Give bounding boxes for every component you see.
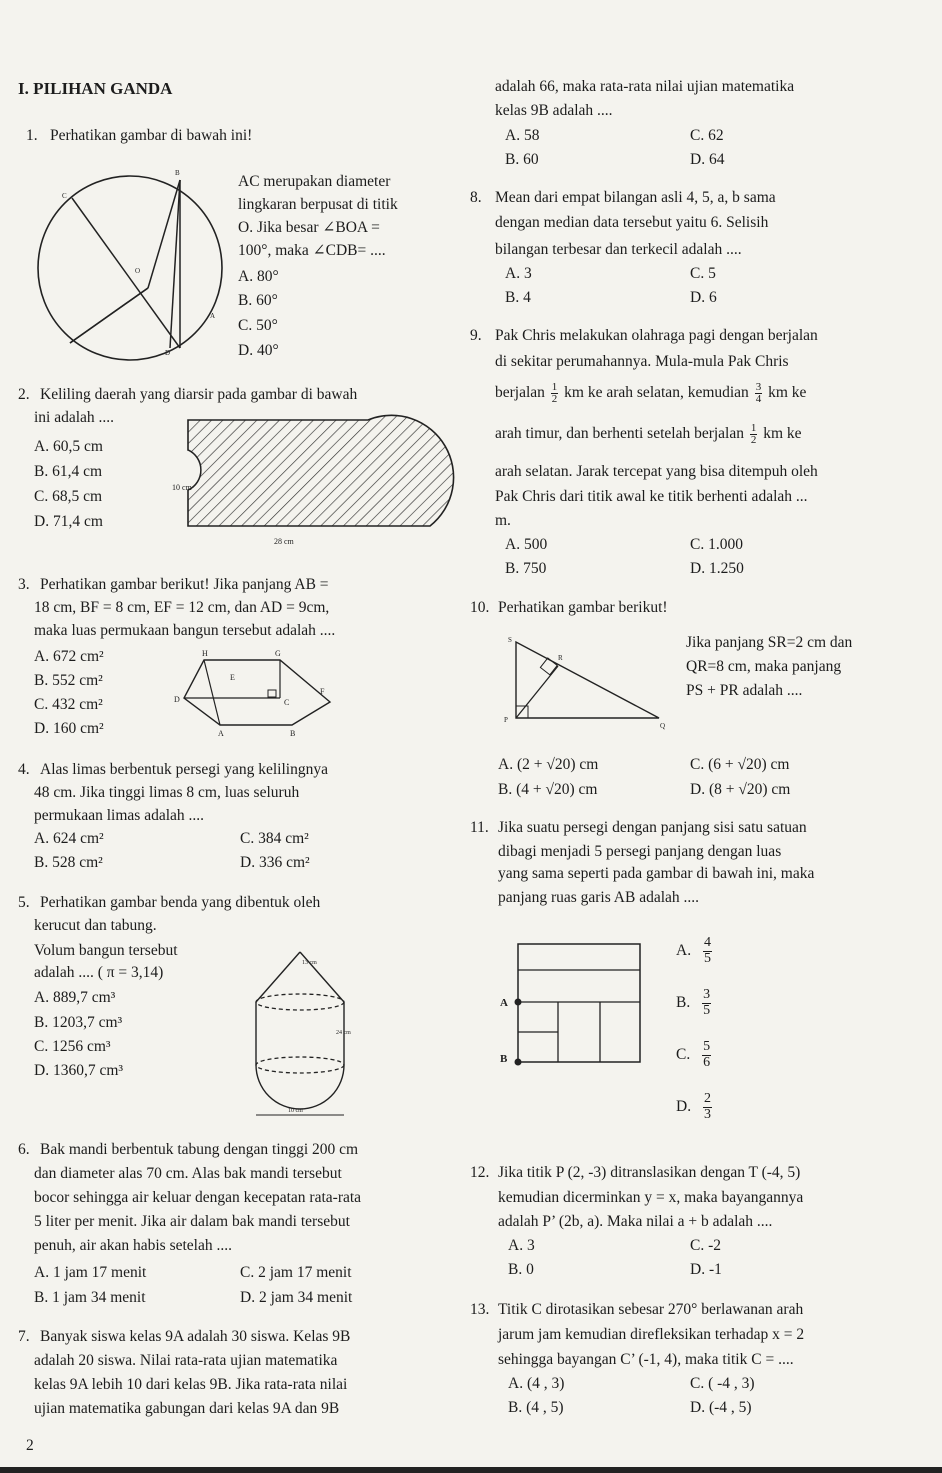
page-number: 2 — [26, 1437, 34, 1454]
q9-option-b[interactable]: B. 750 — [505, 560, 547, 577]
q8-option-b[interactable]: B. 4 — [505, 289, 531, 306]
q9-number: 9. — [470, 327, 482, 344]
q9-stem-line1: Pak Chris melakukan olahraga pagi dengan berjalan — [495, 327, 818, 344]
q1-label-c: C — [62, 192, 67, 200]
q9-fraction-2-den: 4 — [755, 393, 762, 405]
q10-option-b[interactable]: B. (4 + √20) cm — [498, 781, 598, 798]
bottom-edge — [0, 1467, 942, 1473]
q4-stem-line3: permukaan limas adalah .... — [34, 807, 205, 824]
q10-desc-line2: QR=8 cm, maka panjang — [686, 658, 842, 675]
q13-option-a[interactable]: A. (4 , 3) — [508, 1375, 565, 1392]
q2-option-c[interactable]: C. 68,5 cm — [34, 488, 103, 505]
q7-number: 7. — [18, 1328, 30, 1345]
q10-stem: Perhatikan gambar berikut! — [498, 599, 668, 616]
section-title: I. PILIHAN GANDA — [18, 79, 173, 98]
q11-option-b[interactable] — [676, 988, 711, 1018]
q5-stem-line3: Volum bangun tersebut — [34, 942, 178, 959]
q9-fraction-2-num: 3 — [755, 381, 762, 393]
q11-option-a-letter: A. — [676, 941, 692, 959]
q7-option-b[interactable]: B. 60 — [505, 151, 539, 168]
q7-option-a[interactable]: A. 58 — [505, 127, 540, 144]
q2-number: 2. — [18, 386, 30, 403]
q6-option-c[interactable]: C. 2 jam 17 menit — [240, 1264, 352, 1281]
q6-number: 6. — [18, 1141, 30, 1158]
q8-stem-line1: Mean dari empat bilangan asli 4, 5, a, b sama — [495, 189, 776, 206]
q9-fraction-1-den: 2 — [551, 393, 558, 405]
q9-stem-line3 — [495, 382, 806, 405]
q7-option-c[interactable]: C. 62 — [690, 127, 724, 144]
q9-stem-line2: di sekitar perumahannya. Mula-mula Pak Chris — [495, 353, 789, 370]
q6-option-b[interactable]: B. 1 jam 34 menit — [34, 1289, 146, 1306]
q5-stem-line2: kerucut dan tabung. — [34, 917, 157, 934]
q5-option-c[interactable]: C. 1256 cm³ — [34, 1038, 111, 1055]
q2-stem-line1: Keliling daerah yang diarsir pada gambar di bawah — [40, 386, 358, 403]
q9-fraction-2 — [755, 382, 763, 405]
q8-option-d[interactable]: D. 6 — [690, 289, 717, 306]
q1-option-b[interactable]: B. 60° — [238, 292, 278, 309]
q7-option-d[interactable]: D. 64 — [690, 151, 725, 168]
q5-stem-line4: adalah .... ( π = 3,14) — [34, 964, 164, 981]
q5-stem-line1: Perhatikan gambar benda yang dibentuk oleh — [40, 894, 321, 911]
q1-label-b: B — [175, 169, 180, 177]
q5-option-b[interactable]: B. 1203,7 cm³ — [34, 1014, 123, 1031]
q9-fraction-3 — [750, 423, 758, 446]
q12-stem-line3: adalah P’ (2b, a). Maka nilai a + b adalah .... — [498, 1213, 773, 1230]
q12-option-b[interactable]: B. 0 — [508, 1261, 534, 1278]
q11-label-a: A — [500, 997, 508, 1009]
q1-desc-line2: lingkaran berpusat di titik — [238, 196, 398, 213]
q3-label-e: E — [230, 673, 235, 682]
q3-label-d: D — [174, 695, 180, 704]
q3-number: 3. — [18, 576, 30, 593]
q10-number: 10. — [470, 599, 490, 616]
q9-fraction-3-den: 2 — [750, 434, 757, 446]
q1-option-a[interactable]: A. 80° — [238, 268, 279, 285]
q2-option-a[interactable]: A. 60,5 cm — [34, 438, 103, 455]
q9-stem-line5: arah selatan. Jarak tercepat yang bisa ditempuh oleh — [495, 463, 818, 480]
q4-option-c[interactable]: C. 384 cm² — [240, 830, 309, 847]
q6-stem-line4: 5 liter per menit. Jika air dalam bak mandi tersebut — [34, 1213, 350, 1230]
q2-stem-line2: ini adalah .... — [34, 409, 115, 426]
q2-height-label: 10 cm — [172, 483, 192, 492]
q12-stem-line2: kemudian dicerminkan y = x, maka bayangannya — [498, 1189, 804, 1206]
q9-option-c[interactable]: C. 1.000 — [690, 536, 743, 553]
q11-option-d-fraction — [703, 1092, 712, 1122]
q10-option-a[interactable]: A. (2 + √20) cm — [498, 756, 599, 773]
q10-option-d[interactable]: D. (8 + √20) cm — [690, 781, 791, 798]
q5-side-label: 24 cm — [336, 1030, 351, 1036]
q5-bottom-label: 10 cm — [288, 1108, 303, 1114]
q9-option-a[interactable]: A. 500 — [505, 536, 548, 553]
q2-option-d[interactable]: D. 71,4 cm — [34, 513, 103, 530]
q1-option-d[interactable]: D. 40° — [238, 342, 279, 359]
q11-option-a-den: 5 — [703, 950, 711, 966]
q8-stem-line2: dengan median data tersebut yaitu 6. Selisih — [495, 214, 769, 231]
q9-fraction-3-num: 1 — [750, 422, 757, 434]
q10-label-s: S — [508, 636, 512, 644]
q1-label-o: O — [135, 267, 141, 275]
q3-option-d[interactable]: D. 160 cm² — [34, 720, 104, 737]
q11-option-d[interactable] — [676, 1092, 712, 1122]
q1-desc-line1: AC merupakan diameter — [238, 173, 391, 190]
q12-option-a[interactable]: A. 3 — [508, 1237, 535, 1254]
q9-option-d[interactable]: D. 1.250 — [690, 560, 744, 577]
q11-option-c[interactable] — [676, 1040, 711, 1070]
q1-number: 1. — [26, 127, 38, 144]
q11-option-b-letter: B. — [676, 993, 691, 1011]
q11-option-c-letter: C. — [676, 1045, 691, 1063]
q11-square-figure — [496, 938, 656, 1068]
q6-stem-line1: Bak mandi berbentuk tabung dengan tinggi 200 cm — [40, 1141, 359, 1158]
q8-stem-line3: bilangan terbesar dan terkecil adalah .... — [495, 241, 742, 258]
q3-prism-figure — [174, 649, 360, 740]
q12-option-c[interactable]: C. -2 — [690, 1237, 721, 1254]
q6-stem-line5: penuh, air akan habis setelah .... — [34, 1237, 232, 1254]
q11-option-c-fraction — [702, 1040, 711, 1070]
q3-option-b[interactable]: B. 552 cm² — [34, 672, 103, 689]
q7-stem-line5: adalah 66, maka rata-rata nilai ujian matematika — [495, 78, 795, 95]
q3-option-a[interactable]: A. 672 cm² — [34, 648, 104, 665]
q1-desc-line4: 100°, maka ∠CDB= .... — [238, 242, 386, 259]
q11-stem-line3: yang sama seperti pada gambar di bawah ini, maka — [498, 865, 815, 882]
q11-stem-line4: panjang ruas garis AB adalah .... — [498, 889, 700, 906]
q3-stem-line3: maka luas permukaan bangun tersebut adalah .... — [34, 622, 336, 639]
q11-option-a[interactable] — [676, 936, 712, 966]
q3-option-c[interactable]: C. 432 cm² — [34, 696, 103, 713]
q10-desc-line1: Jika panjang SR=2 cm dan — [686, 634, 853, 651]
q11-option-d-letter: D. — [676, 1097, 692, 1115]
q13-stem-line1: Titik C dirotasikan sebesar 270° berlawanan arah — [498, 1301, 804, 1318]
q9-line4-b: km ke — [763, 425, 802, 443]
q10-triangle-figure — [494, 636, 674, 736]
q13-stem-line3: sehingga bayangan C’ (-1, 4), maka titik C = .... — [498, 1351, 794, 1368]
q5-option-d[interactable]: D. 1360,7 cm³ — [34, 1062, 124, 1079]
q9-stem-line4 — [495, 423, 802, 446]
q10-label-q: Q — [660, 722, 666, 730]
q3-label-f: F — [320, 687, 325, 696]
q4-option-d[interactable]: D. 336 cm² — [240, 854, 310, 871]
q3-stem-line2: 18 cm, BF = 8 cm, EF = 12 cm, dan AD = 9cm, — [34, 599, 330, 616]
q7-stem-line2: adalah 20 siswa. Nilai rata-rata ujian matematika — [34, 1352, 338, 1369]
q9-fraction-1-num: 1 — [551, 381, 558, 393]
q6-option-d[interactable]: D. 2 jam 34 menit — [240, 1289, 353, 1306]
q12-option-d[interactable]: D. -1 — [690, 1261, 722, 1278]
q3-label-g: G — [275, 649, 281, 658]
q3-stem-line1: Perhatikan gambar berikut! Jika panjang AB = — [40, 576, 329, 593]
q6-stem-line2: dan diameter alas 70 cm. Alas bak mandi tersebut — [34, 1165, 342, 1182]
q11-label-b: B — [500, 1053, 508, 1065]
q10-desc-line3: PS + PR adalah .... — [686, 682, 803, 699]
q12-number: 12. — [470, 1164, 490, 1181]
q11-number: 11. — [470, 819, 489, 836]
q3-label-b: B — [290, 729, 296, 738]
q9-line3-b: km ke arah selatan, kemudian — [564, 384, 749, 402]
q9-line4-a: arah timur, dan berhenti setelah berjalan — [495, 425, 744, 443]
q2-width-label: 28 cm — [274, 537, 294, 546]
q10-label-r: R — [558, 654, 563, 662]
q4-stem-line2: 48 cm. Jika tinggi limas 8 cm, luas seluruh — [34, 784, 300, 801]
q9-stem-line7: m. — [495, 512, 511, 529]
q9-stem-line6: Pak Chris dari titik awal ke titik berhenti adalah ... — [495, 488, 808, 505]
q11-stem-line1: Jika suatu persegi dengan panjang sisi satu satuan — [498, 819, 807, 836]
q12-stem-line1: Jika titik P (2, -3) ditranslasikan dengan T (-4, 5) — [498, 1164, 801, 1181]
q5-option-a[interactable]: A. 889,7 cm³ — [34, 989, 116, 1006]
q8-number: 8. — [470, 189, 482, 206]
q9-line3-a: berjalan — [495, 384, 545, 402]
q3-label-h: H — [202, 649, 208, 658]
q11-option-c-den: 6 — [703, 1054, 711, 1070]
q10-label-p: P — [504, 716, 508, 724]
q5-solid-figure — [244, 950, 374, 1130]
q13-number: 13. — [470, 1301, 490, 1318]
q6-option-a[interactable]: A. 1 jam 17 menit — [34, 1264, 147, 1281]
q11-option-d-num: 2 — [703, 1091, 711, 1106]
q8-option-c[interactable]: C. 5 — [690, 265, 716, 282]
q11-option-b-num: 3 — [703, 987, 711, 1002]
q13-stem-line2: jarum jam kemudian direfleksikan terhadap x = 2 — [498, 1326, 805, 1343]
q7-stem-line4: ujian matematika gabungan dari kelas 9A dan 9B — [34, 1400, 340, 1417]
q11-stem-line2: dibagi menjadi 5 persegi panjang dengan luas — [498, 843, 782, 860]
q3-label-a: A — [218, 729, 224, 738]
q7-stem-line1: Banyak siswa kelas 9A adalah 30 siswa. Kelas 9B — [40, 1328, 351, 1345]
q10-option-c[interactable]: C. (6 + √20) cm — [690, 756, 790, 773]
q6-stem-line3: bocor sehingga air keluar dengan kecepatan rata-rata — [34, 1189, 362, 1206]
q13-option-d[interactable]: D. (-4 , 5) — [690, 1399, 752, 1416]
q3-label-c: C — [284, 698, 290, 707]
q11-option-c-num: 5 — [703, 1039, 711, 1054]
q13-option-c[interactable]: C. ( -4 , 3) — [690, 1375, 755, 1392]
q1-label-a: A — [210, 312, 216, 320]
q4-option-a[interactable]: A. 624 cm² — [34, 830, 104, 847]
q9-line3-c: km ke — [768, 384, 807, 402]
q7-stem-line6: kelas 9B adalah .... — [495, 102, 613, 119]
q8-option-a[interactable]: A. 3 — [505, 265, 532, 282]
q11-option-d-den: 3 — [703, 1106, 711, 1122]
q5-top-label: 13 cm — [302, 960, 317, 966]
q2-shaded-figure — [168, 418, 438, 548]
q4-option-b[interactable]: B. 528 cm² — [34, 854, 103, 871]
q1-stem: Perhatikan gambar di bawah ini! — [50, 127, 253, 144]
q7-stem-line3: kelas 9A lebih 10 dari kelas 9B. Jika rata-rata nilai — [34, 1376, 348, 1393]
q11-option-a-num: 4 — [703, 935, 711, 950]
q13-option-b[interactable]: B. (4 , 5) — [508, 1399, 564, 1416]
q11-option-b-den: 5 — [703, 1002, 711, 1018]
q5-number: 5. — [18, 894, 30, 911]
q1-desc-line3: O. Jika besar ∠BOA = — [238, 219, 380, 236]
q9-fraction-1 — [551, 382, 559, 405]
q1-label-d: D — [165, 349, 171, 357]
q1-circle-figure — [30, 168, 240, 368]
q11-option-b-fraction — [702, 988, 711, 1018]
q4-number: 4. — [18, 761, 30, 778]
q11-option-a-fraction — [703, 936, 712, 966]
q2-option-b[interactable]: B. 61,4 cm — [34, 463, 103, 480]
q1-option-c[interactable]: C. 50° — [238, 317, 278, 334]
q4-stem-line1: Alas limas berbentuk persegi yang kelilingnya — [40, 761, 328, 778]
